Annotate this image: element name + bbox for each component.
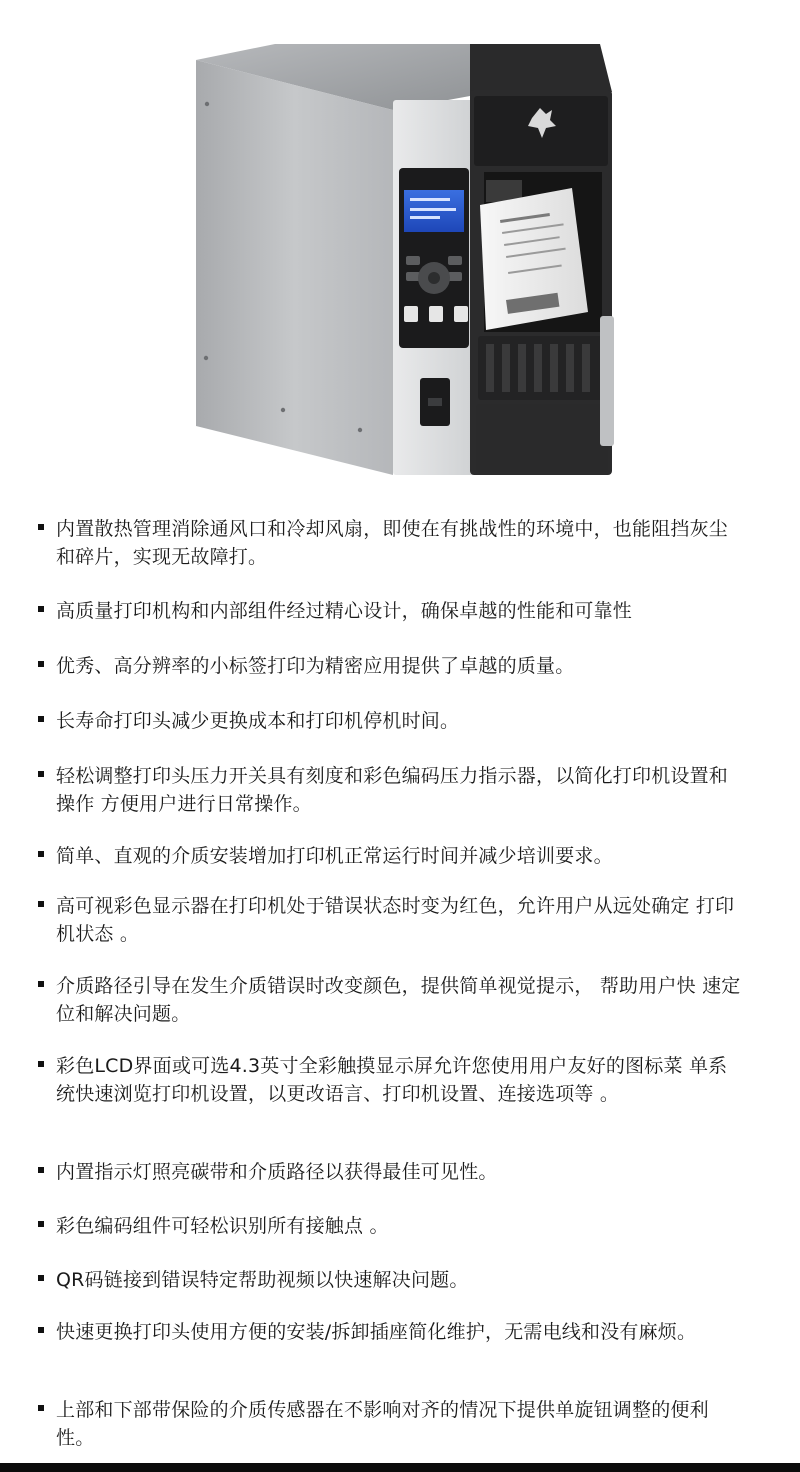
feature-text: 优秀、高分辨率的小标签打印为精密应用提供了卓越的质量。	[56, 655, 575, 677]
printer-product-image	[0, 0, 800, 500]
feature-text: 彩色LCD界面或可选4.3英寸全彩触摸显示屏允许您使用用户友好的图标菜 单系统快速浏览打印机设置，以更改语言、打印机设置、连接选项等 。	[56, 1055, 728, 1105]
bullet-square-icon	[38, 1327, 44, 1333]
feature-text: 长寿命打印头减少更换成本和打印机停机时间。	[56, 710, 460, 732]
bullet-square-icon	[38, 1221, 44, 1227]
bullet-square-icon	[38, 661, 44, 667]
bullet-square-icon	[38, 1405, 44, 1411]
bullet-square-icon	[38, 1275, 44, 1281]
bottom-divider	[0, 1463, 800, 1472]
feature-text: 高可视彩色显示器在打印机处于错误状态时变为红色，允许用户从远处确定 打印机状态 。	[56, 895, 735, 945]
bullet-square-icon	[38, 851, 44, 857]
bullet-square-icon	[38, 981, 44, 987]
feature-text: 高质量打印机构和内部组件经过精心设计，确保卓越的性能和可靠性	[56, 600, 633, 622]
bullet-square-icon	[38, 1061, 44, 1067]
bullet-square-icon	[38, 1167, 44, 1173]
bullet-square-icon	[38, 771, 44, 777]
feature-text: 内置散热管理消除通风口和冷却风扇，即使在有挑战性的环境中，也能阻挡灰尘和碎片，实现无故障打。	[56, 518, 729, 568]
feature-text: 内置指示灯照亮碳带和介质路径以获得最佳可见性。	[56, 1161, 498, 1183]
bullet-square-icon	[38, 716, 44, 722]
feature-text: QR码链接到错误特定帮助视频以快速解决问题。	[56, 1269, 469, 1291]
feature-text: 快速更换打印头使用方便的安装/拆卸插座简化维护，无需电线和没有麻烦。	[56, 1321, 697, 1343]
feature-text: 介质路径引导在发生介质错误时改变颜色，提供简单视觉提示， 帮助用户快 速定位和解决问题。	[56, 975, 741, 1025]
bullet-square-icon	[38, 524, 44, 530]
feature-text: 上部和下部带保险的介质传感器在不影响对齐的情况下提供单旋钮调整的便利性。	[56, 1399, 709, 1449]
feature-text: 彩色编码组件可轻松识别所有接触点 。	[56, 1215, 389, 1237]
bullet-square-icon	[38, 606, 44, 612]
feature-text: 简单、直观的介质安装增加打印机正常运行时间并减少培训要求。	[56, 845, 613, 867]
bullet-square-icon	[38, 901, 44, 907]
feature-text: 轻松调整打印头压力开关具有刻度和彩色编码压力指示器，以简化打印机设置和操作 方便用户进行日常操作。	[56, 765, 729, 815]
